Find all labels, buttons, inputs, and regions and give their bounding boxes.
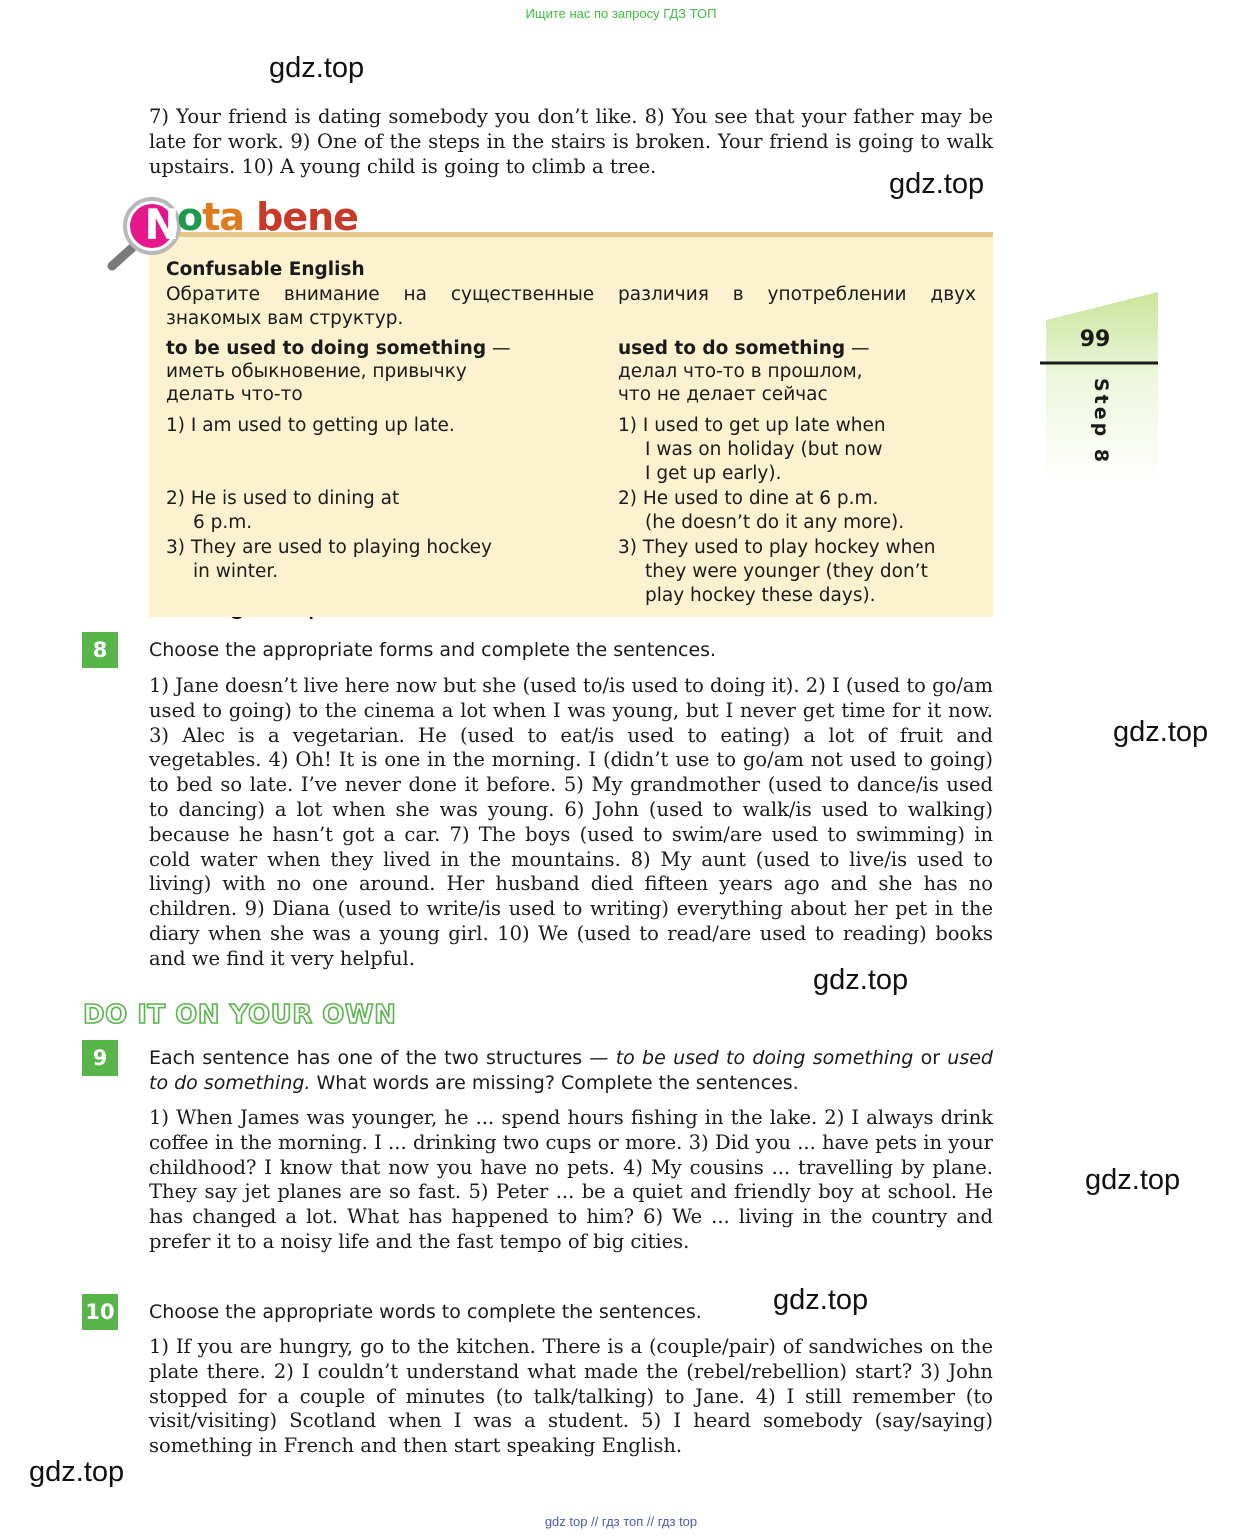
task-number-9: 9 — [82, 1040, 118, 1076]
nota-bene-intro-line1: Обратите внимание на существенные различия в употреблении двух — [166, 284, 976, 305]
left-example1: 1) I am used to getting up late. — [166, 415, 455, 436]
right-example2a: 2) He used to dine at 6 p.m. — [618, 488, 879, 509]
left-example2b: 6 p.m. — [193, 512, 253, 533]
left-dash: — — [486, 338, 511, 359]
top-banner[interactable]: Ищите нас по запросу ГДЗ ТОП — [525, 6, 717, 21]
right-example1b: I was on holiday (but now — [645, 439, 883, 460]
left-example3b: in winter. — [193, 561, 279, 582]
right-head: used to do something — [618, 338, 846, 359]
task10-text: 1) If you are hungry, go to the kitchen. There is a (couple/pair) of sandwiches on the plate there. 2) I couldn’t understand what made the (rebel/rebellion) start? 3) John stopped for a couple of minutes (to talk/talking) to Jane. 4) I still remember (to visit/visiting) Scotland when I was a student. 5) I heard somebody (say/saying) something in French and then start speaking English. — [149, 1335, 993, 1458]
watermark: gdz.top — [813, 964, 909, 996]
right-example1a: 1) I used to get up late when — [618, 415, 886, 436]
watermark: gdz.top — [269, 52, 365, 84]
right-example3a: 3) They used to play hockey when — [618, 537, 936, 558]
nota-bene-n-letter: N — [144, 200, 180, 249]
nota-bene-title — [177, 195, 358, 239]
step-label: Step 8 — [1090, 378, 1112, 466]
right-example3b: they were younger (they don’t — [645, 561, 928, 582]
section-title: DO IT ON YOUR OWN — [83, 1000, 397, 1030]
left-meaning2: делать что-то — [166, 384, 303, 405]
left-example3a: 3) They are used to playing hockey — [166, 537, 492, 558]
watermark: gdz.top — [29, 1456, 125, 1488]
intro-paragraph: 7) Your friend is dating somebody you don’t like. 8) You see that your father may be late for work. 9) One of the steps in the stairs is broken. Your friend is going to walk upstairs. 10) A young child is going to climb a tree. — [149, 105, 993, 178]
left-example2a: 2) He is used to dining at — [166, 488, 400, 509]
task9-text: 1) When James was younger, he ... spend hours fishing in the lake. 2) I always drink coffee in the morning. I ... drinking two cups or more. 3) Did you ... have pets in your childhood? I know that now you have no pets. 4) My cousins ... travelling by plane. They say jet planes are so fast. 5) Peter ... be a quiet and friendly boy at school. He has changed a lot. What has happened to him? 6) We ... living in the country and prefer it to a noisy life and the fast tempo of big cities. — [149, 1106, 993, 1253]
right-dash: — — [845, 338, 870, 359]
right-meaning2: что не делает сейчас — [618, 384, 828, 405]
task9-instr-c: or — [913, 1047, 948, 1069]
watermark: gdz.top — [773, 1284, 869, 1316]
task-number-10: 10 — [82, 1294, 118, 1330]
nota-bene-heading: Confusable English — [166, 259, 365, 280]
left-head: to be used to doing something — [166, 338, 487, 359]
task9-instr-e: What words are missing? Complete the sentences. — [310, 1071, 799, 1094]
right-example3c: play hockey these days). — [645, 585, 876, 606]
left-meaning1: иметь обыкновение, привычку — [166, 361, 467, 382]
right-meaning1: делал что-то в прошлом, — [618, 361, 863, 382]
right-example1c: I get up early). — [645, 463, 782, 484]
title-ta: ta — [202, 195, 244, 239]
task9-instruction — [149, 1046, 993, 1096]
task9-instr-d: used to do something. — [149, 1047, 993, 1094]
bottom-links[interactable]: gdz top // гдз топ // гдз top — [544, 1514, 698, 1529]
watermark: gdz.top — [889, 168, 985, 200]
left-heading — [166, 337, 510, 361]
title-bene: bene — [256, 195, 358, 239]
watermark: gdz.top — [1085, 1164, 1181, 1196]
right-heading — [618, 337, 870, 361]
task8-text: 1) Jane doesn’t live here now but she (used to/is used to doing it). 2) I (used to go/am used to going) to the cinema a lot when I was young, but I never get time for it now. 3) Alec is a vegetarian. He (used to eat/is used to eating) a lot of fruit and vegetables. 4) Oh! It is one in the morning. I (didn’t use to go/am not used to going) to bed so late. I’ve never done it before. 5) My grandmother (used to dance/is used to dancing) a lot when she was young. 6) John (used to walk/is used to walking) because he hasn’t got a car. 7) The boys (used to swim/are used to swimming) in cold water when they lived in the mountains. 8) My aunt (used to live/is used to living) with no one around. Her husband died fifteen years ago and she has no children. 9) Diana (used to write/is used to writing) everything about her pet in the diary when she was a young girl. 10) We (used to read/are used to reading) books and we find it very helpful. — [149, 674, 993, 970]
title-o: o — [177, 195, 203, 239]
task9-instr-b: to be used to doing something — [615, 1047, 914, 1069]
task-number-8: 8 — [82, 632, 118, 668]
watermark: gdz.top — [1113, 716, 1209, 748]
nota-bene-intro-line2: знакомых вам структур. — [166, 308, 404, 329]
task10-instruction: Choose the appropriate words to complete the sentences. — [149, 1301, 702, 1323]
task8-instruction: Choose the appropriate forms and complete the sentences. — [149, 639, 717, 661]
right-example2b: (he doesn’t do it any more). — [645, 512, 905, 533]
page-number: 99 — [1079, 327, 1111, 352]
task9-instr-a: Each sentence has one of the two structures — — [149, 1047, 616, 1069]
